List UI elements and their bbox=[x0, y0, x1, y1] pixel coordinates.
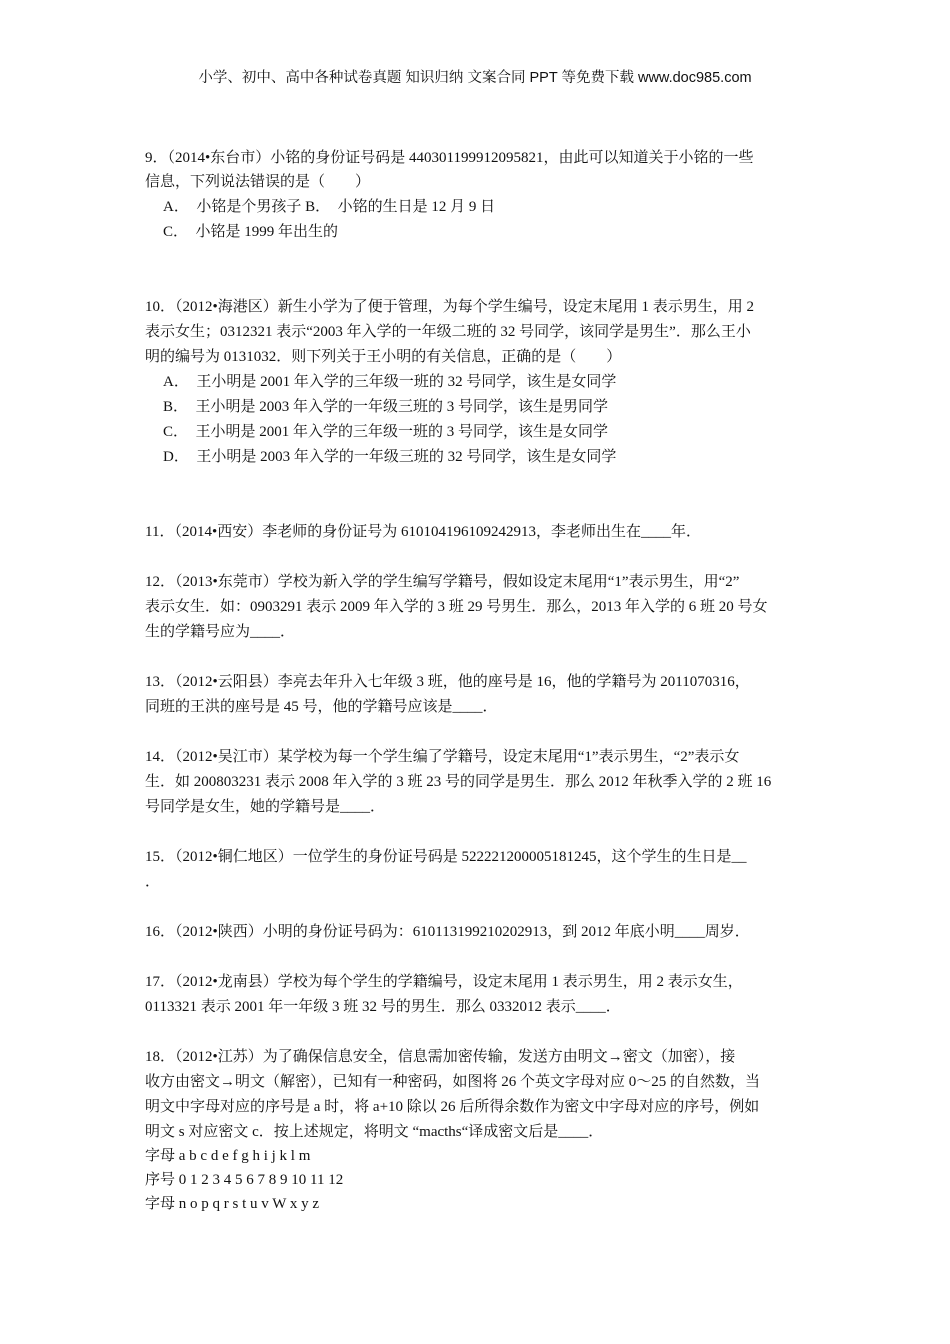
question-text-line: 14．（2012•吴江市）某学校为每一个学生编了学籍号，设定末尾用“1”表示男生，“2”表示女 bbox=[145, 749, 740, 765]
question-text-line: 12．（2013•东莞市）学校为新入学的学生编写学籍号，假如设定末尾用“1”表示男生，用“2” bbox=[145, 574, 740, 590]
question-text-line: 表示女生．如：0903291 表示 2009 年入学的 3 班 29 号男生．那么，2013 年入学的 6 班 20 号女 bbox=[145, 599, 768, 615]
question-text-line: 生的学籍号应为____． bbox=[145, 624, 296, 640]
question-text-line: 10．（2012•海港区）新生小学为了便于管理，为每个学生编号，设定末尾用 1 表示男生，用 2 bbox=[145, 299, 755, 315]
answer-option: A． 小铭是个男孩子 B． 小铭的生日是 12 月 9 日 bbox=[163, 199, 496, 215]
question-text-line: 表示女生；0312321 表示“2003 年入学的一年级二班的 32 号同学，该同学是男生”．那么王小 bbox=[145, 324, 751, 340]
question-text-line: 13．（2012•云阳县）李亮去年升入七年级 3 班，他的座号是 16，他的学籍号为 2011070316， bbox=[145, 674, 750, 690]
question-text-line: 11．（2014•西安）李老师的身份证号为 610104196109242913，李老师出生在____年． bbox=[145, 524, 701, 540]
question-text-line: 信息，下列说法错误的是（ ） bbox=[145, 174, 371, 190]
question-text-line: 明的编号为 0131032．则下列关于王小明的有关信息，正确的是（ ） bbox=[145, 349, 622, 365]
question-text-line: 生．如 200803231 表示 2008 年入学的 3 班 23 号的同学是男生．那么 2012 年秋季入学的 2 班 16 bbox=[145, 774, 772, 790]
question-text-line: 9．（2014•东台市）小铭的身份证号码是 440301199912095821，由此可以知道关于小铭的一些 bbox=[145, 150, 754, 166]
question-text-line: 明文中字母对应的序号是 a 时，将 a+10 除以 26 后所得余数作为密文中字母对应的序号，例如 bbox=[145, 1099, 760, 1115]
answer-option: C． 小铭是 1999 年出生的 bbox=[163, 224, 339, 240]
page-header-banner: 小学、初中、高中各种试卷真题 知识归纳 文案合同 PPT 等免费下载 www.doc985.com bbox=[198, 70, 752, 86]
question-text-line: 16．（2012•陕西）小明的身份证号码为：610113199210202913，到 2012 年底小明____周岁． bbox=[145, 924, 750, 940]
question-text-line: 号同学是女生，她的学籍号是____． bbox=[145, 799, 386, 815]
question-text-line: 字母 n o p q r s t u v W x y z bbox=[145, 1196, 320, 1212]
answer-option: C． 王小明是 2001 年入学的三年级一班的 3 号同学，该生是女同学 bbox=[163, 424, 609, 440]
question-text-line: 同班的王洪的座号是 45 号，他的学籍号应该是____． bbox=[145, 699, 498, 715]
answer-option: B． 王小明是 2003 年入学的一年级三班的 3 号同学，该生是男同学 bbox=[163, 399, 609, 415]
question-text-line: 18．（2012•江苏）为了确保信息安全，信息需加密传输，发送方由明文→密文（加密），接 bbox=[145, 1049, 736, 1065]
answer-option: D． 王小明是 2003 年入学的一年级三班的 32 号同学，该生是女同学 bbox=[163, 449, 617, 465]
question-text-line: 17．（2012•龙南县）学校为每个学生的学籍编号，设定末尾用 1 表示男生，用 2 表示女生， bbox=[145, 974, 743, 990]
question-text-line: 0113321 表示 2001 年一年级 3 班 32 号的男生．那么 0332012 表示____． bbox=[145, 999, 621, 1015]
question-text-line: 明文 s 对应密文 c．按上述规定，将明文 “macths“译成密文后是____． bbox=[145, 1124, 604, 1140]
answer-option: A． 王小明是 2001 年入学的三年级一班的 32 号同学，该生是女同学 bbox=[163, 374, 617, 390]
question-text-line: 序号 0 1 2 3 4 5 6 7 8 9 10 11 12 bbox=[145, 1172, 344, 1188]
question-text-line: 15．（2012•铜仁地区）一位学生的身份证号码是 522221200005181245，这个学生的生日是__ bbox=[145, 849, 747, 865]
question-text-line: 字母 a b c d e f g h i j k l m bbox=[145, 1148, 311, 1164]
question-text-line: 收方由密文→明文（解密），已知有一种密码，如图将 26 个英文字母对应 0～25 的自然数，当 bbox=[145, 1074, 761, 1090]
question-text-line: ． bbox=[145, 874, 161, 890]
